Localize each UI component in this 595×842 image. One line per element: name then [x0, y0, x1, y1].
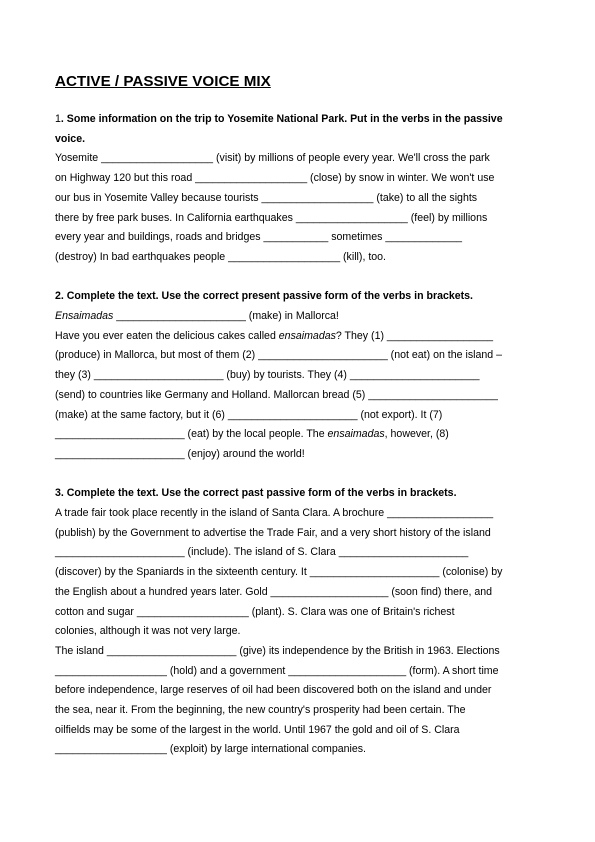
worksheet-page [55, 72, 550, 780]
text-line: (make) at the same factory, but it (6) ______________________ (not export). It (7) [55, 408, 443, 421]
section-1-heading-text: . Some information on the trip to Yosemite National Park. Put in the verbs in the passive [60, 113, 503, 125]
subtitle-rest: ______________________ (make) in Mallorca! [113, 310, 339, 323]
text-line: they (3) ______________________ (buy) by tourists. They (4) ______________________ [55, 369, 480, 382]
section-2-subtitle [55, 307, 550, 327]
text-line: there by free park buses. In California earthquakes ___________________ (feel) by millions [55, 211, 488, 224]
section-2-heading: 2. Complete the text. Use the correct present passive form of the verbs in brackets. [55, 290, 474, 303]
section-1-number: 1 [55, 113, 61, 125]
text-line: cotton and sugar ___________________ (plant). S. Clara was one of Britain's richest [55, 605, 455, 618]
section-1 [55, 110, 550, 268]
section-1-heading [55, 110, 550, 130]
text-line: every year and buildings, roads and bridges ___________ sometimes _____________ [55, 231, 462, 244]
text-italic: ensaimadas [278, 329, 336, 342]
text-part: , however, (8) [384, 428, 449, 441]
text-line: colonies, although it was not very large. [55, 625, 241, 638]
text-line: ______________________ (enjoy) around the world! [55, 447, 305, 460]
text-line: oilfields may be some of the largest in the world. Until 1967 the gold and oil of S. Clara [55, 723, 460, 736]
text-line: ______________________ (include). The island of S. Clara ______________________ [55, 546, 469, 559]
text-line [55, 425, 550, 445]
text-line: (publish) by the Government to advertise the Trade Fair, and a very short history of the island [55, 526, 491, 539]
text-part: ? They (1) __________________ [335, 329, 493, 342]
text-line: before independence, large reserves of oil had been discovered both on the island and under [55, 684, 492, 697]
text-line: (discover) by the Spaniards in the sixteenth century. It ______________________ (colonise) by [55, 566, 503, 579]
text-line: ___________________ (exploit) by large international companies. [55, 743, 366, 756]
text-part: Have you ever eaten the delicious cakes called [55, 329, 279, 342]
section-2 [55, 287, 550, 464]
text-line: (produce) in Mallorca, but most of them (2) ______________________ (not eat) on the island – [55, 349, 502, 362]
text-line: The island ______________________ (give) its independence by the British in 1963. Elections [55, 644, 500, 657]
text-italic: ensaimadas [327, 428, 385, 441]
text-line: the sea, near it. From the beginning, the new country's prosperity had been certain. The [55, 704, 466, 717]
text-line: (send) to countries like Germany and Holland. Mallorcan bread (5) ______________________ [55, 388, 498, 401]
section-1-heading-cont: voice. [55, 132, 86, 145]
text-line: the English about a hundred years later. Gold ____________________ (soon find) there, and [55, 585, 493, 598]
text-line [55, 327, 550, 347]
text-line: our bus in Yosemite Valley because tourists ___________________ (take) to all the sights [55, 191, 478, 204]
text-part: ______________________ (eat) by the local people. The [55, 428, 328, 441]
subtitle-italic: Ensaimadas [55, 310, 114, 323]
worksheet-title: ACTIVE / PASSIVE VOICE MIX [55, 73, 271, 90]
text-line: Yosemite ___________________ (visit) by millions of people every year. We'll cross the park [55, 152, 490, 165]
text-line: (destroy) In bad earthquakes people ___________________ (kill), too. [55, 250, 386, 263]
text-line: ___________________ (hold) and a government ____________________ (form). A short time [55, 664, 499, 677]
text-line: on Highway 120 but this road ___________________ (close) by snow in winter. We won't use [55, 172, 495, 185]
text-line: A trade fair took place recently in the island of Santa Clara. A brochure __________________ [55, 507, 494, 520]
section-3 [55, 484, 550, 760]
section-3-heading: 3. Complete the text. Use the correct past passive form of the verbs in brackets. [55, 487, 457, 500]
